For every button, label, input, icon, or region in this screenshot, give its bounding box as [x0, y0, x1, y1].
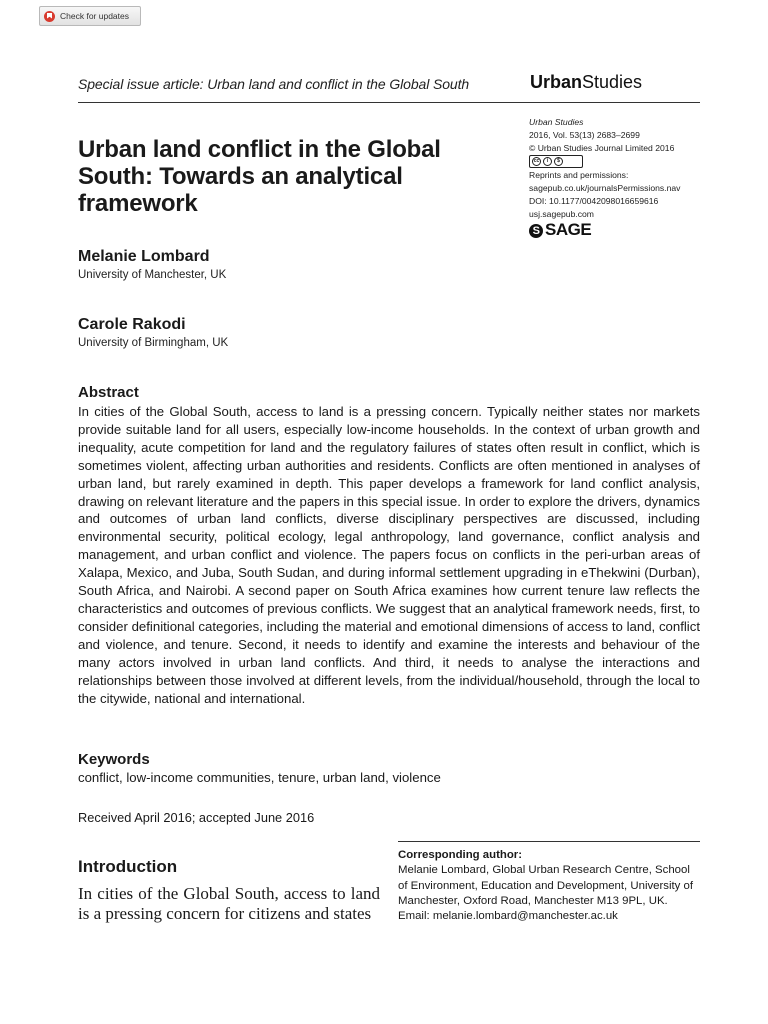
abstract-text: In cities of the Global South, access to land is a pressing concern. Typically neither states nor markets provide suitable land for all users, especially low-income households. In the context of urban growth and inequality, acute competition for land and the regulatory failures of states often result in conflict, which is sometimes violent, affecting urban authorities and residents. Conflicts are often mentioned in analyses of urban land, but rarely examined in depth. This paper develops a framework for land conflict analysis, drawing on relevant literature and the papers in this special issue. In order to explore the drivers, dynamics and outcomes of urban land conflicts, diverse disciplinary perspectives are discussed, including environmental security, political ecology, legal anthropology, land governance, conflict analysis and management, and urban conflict and violence. The papers focus on conflicts in the peri-urban areas of Xalapa, Mexico, and Juba, South Sudan, and during informal settlement upgrading in eThekwini (Durban), South Africa, and Nairobi. A second paper on South Africa examines how current tenure law reflects the characteristics and outcomes of previous conflicts. We suggest that an analytical framework needs, first, to consider definitional categories, including the material and emotional dimensions of access to land, conflict and violence, and tenure. Second, it needs to identify and examine the interests and behaviour of the many actors involved in urban land conflicts. And third, it needs to analyse the interactions and relationships between those involved at different levels, from the individual/household, through the local to the citywide, national and international.: [78, 404, 700, 706]
author-name: Carole Rakodi: [78, 316, 186, 333]
author-affiliation: University of Manchester, UK: [78, 269, 227, 281]
corresponding-divider: [398, 841, 700, 842]
introduction-heading: Introduction: [78, 857, 178, 876]
introduction-text: In cities of the Global South, access to land is a pressing concern for citizens and states: [78, 884, 380, 923]
corresponding-email-line: [398, 909, 702, 924]
received-dates: Received April 2016; accepted June 2016: [78, 810, 315, 825]
author-block: [78, 248, 226, 281]
by-icon: i: [543, 157, 552, 166]
meta-doi[interactable]: DOI: 10.1177/0042098016659616: [529, 195, 659, 206]
publication-meta: [529, 116, 709, 238]
sage-logo: [529, 220, 709, 240]
corresponding-address: Melanie Lombard, Global Urban Research Centre, School of Environment, Education and Development, University of Manchester, Oxford Road, Manchester M13 9PL, UK.: [398, 864, 694, 907]
author-affiliation: University of Birmingham, UK: [78, 337, 229, 349]
meta-reprints: Reprints and permissions:: [529, 170, 629, 181]
meta-copyright: © Urban Studies Journal Limited 2016: [529, 142, 675, 153]
author-name: Melanie Lombard: [78, 248, 210, 265]
journal-logo-bold: Urban: [530, 72, 583, 92]
check-for-updates-button[interactable]: [39, 6, 141, 26]
meta-reprints-link[interactable]: sagepub.co.uk/journalsPermissions.nav: [529, 183, 681, 194]
meta-site-link[interactable]: usj.sagepub.com: [529, 208, 594, 219]
email-link[interactable]: melanie.lombard@manchester.ac.uk: [432, 910, 618, 923]
email-label: Email:: [398, 910, 430, 923]
article-title: Urban land conflict in the Global South: Towards an analytical framework: [78, 136, 441, 217]
bookmark-update-icon: [44, 11, 55, 22]
corresponding-label: Corresponding author:: [398, 849, 523, 861]
check-for-updates-label: Check for updates: [60, 11, 129, 21]
nc-icon: $: [554, 157, 563, 166]
meta-volume: 2016, Vol. 53(13) 2683–2699: [529, 129, 640, 140]
journal-logo: [530, 72, 642, 93]
header-divider: [78, 102, 700, 103]
keywords-heading: Keywords: [78, 751, 150, 768]
cc-icon: cc: [533, 158, 540, 165]
corresponding-author: [398, 848, 702, 924]
creative-commons-license-icon[interactable]: [529, 155, 583, 168]
journal-logo-light: Studies: [582, 72, 643, 92]
author-block: [78, 316, 228, 349]
sage-s-icon: S: [529, 224, 543, 238]
meta-journal: Urban Studies: [529, 117, 584, 127]
keywords-list: conflict, low-income communities, tenure, urban land, violence: [78, 770, 441, 785]
sage-logo-text: SAGE: [545, 220, 592, 240]
special-issue-label: Special issue article: Urban land and conflict in the Global South: [78, 76, 470, 92]
abstract-heading: Abstract: [78, 384, 139, 401]
